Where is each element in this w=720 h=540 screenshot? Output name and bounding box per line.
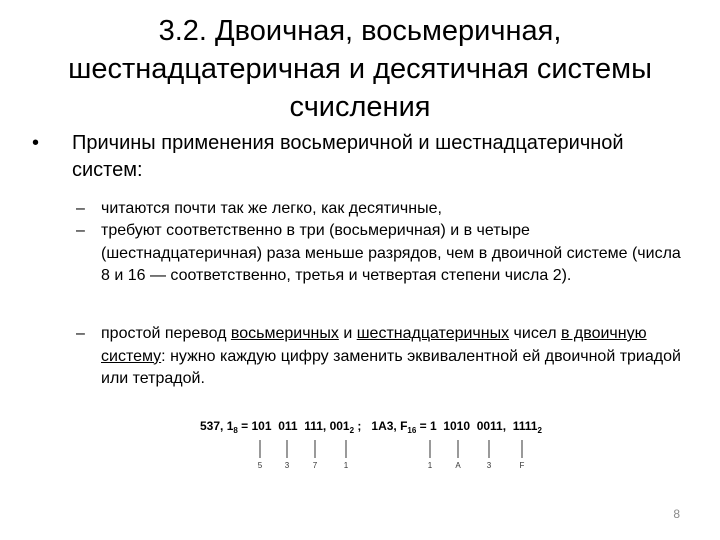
text-part: и	[338, 325, 357, 342]
text-part: чисел	[509, 325, 561, 342]
digit-label: 1	[343, 461, 349, 470]
sub-bullet-2	[76, 220, 686, 288]
slide-title	[40, 12, 680, 126]
text-part: : нужно каждую цифру заменить эквивалентной ей двоичной триадой или тетрадой.	[101, 347, 681, 387]
example-subscript: 2	[349, 426, 355, 435]
sub-bullet-3-text	[101, 323, 686, 391]
sub-bullet-1-text: читаются почти так же легко, как десятичные,	[101, 200, 442, 217]
conversion-example	[200, 416, 560, 476]
dash-marker: –	[76, 325, 85, 342]
title-line-1: 3.2. Двоичная, восьмеричная,	[158, 15, 562, 47]
example-digits	[258, 461, 525, 470]
sub-bullet-1	[76, 198, 686, 221]
example-text: = 1 1010 0011, 1111	[416, 419, 538, 433]
text-part: простой перевод	[101, 325, 231, 342]
digit-label: A	[455, 461, 461, 470]
digit-label: 3	[284, 461, 290, 470]
example-text: = 101 011 111, 001	[237, 419, 350, 433]
main-bullet	[32, 130, 652, 184]
digit-label: 5	[257, 461, 263, 470]
digit-label: 3	[486, 461, 492, 470]
example-subscript: 2	[537, 426, 542, 435]
dash-marker: –	[76, 222, 85, 239]
digit-label: 7	[312, 461, 318, 470]
title-line-2: шестнадцатеричная и десятичная системы	[68, 53, 652, 85]
example-equation	[200, 419, 542, 435]
example-arrows	[260, 440, 522, 458]
digit-label: 1	[427, 461, 433, 470]
link-hex[interactable]: шестнадцатеричных	[356, 325, 510, 342]
sub-bullet-2-text: требуют соответственно в три (восьмеричная) и в четыре (шестнадцатеричная) раза меньше разрядов, чем в двоичной системе (числа 8 и 16 — соответственно, третья и четвертая степени числа 2).	[101, 222, 681, 284]
example-subscript: 8	[233, 426, 238, 435]
example-text: 537, 1	[200, 419, 234, 433]
main-bullet-text: Причины применения восьмеричной и шестнадцатеричной систем:	[72, 132, 624, 181]
conversion-example-figure	[200, 416, 560, 476]
link-octal[interactable]: восьмеричных	[230, 325, 339, 342]
dash-marker: –	[76, 200, 85, 217]
link-binary-system[interactable]: в двоичную систему	[101, 325, 647, 365]
page-number: 8	[673, 507, 680, 521]
example-subscript: 16	[407, 426, 417, 435]
digit-label: F	[519, 461, 525, 470]
sub-bullet-3	[76, 323, 686, 391]
bullet-marker: •	[32, 132, 40, 154]
example-text: ; 1A3, F	[354, 419, 408, 433]
title-line-3: счисления	[289, 91, 431, 123]
